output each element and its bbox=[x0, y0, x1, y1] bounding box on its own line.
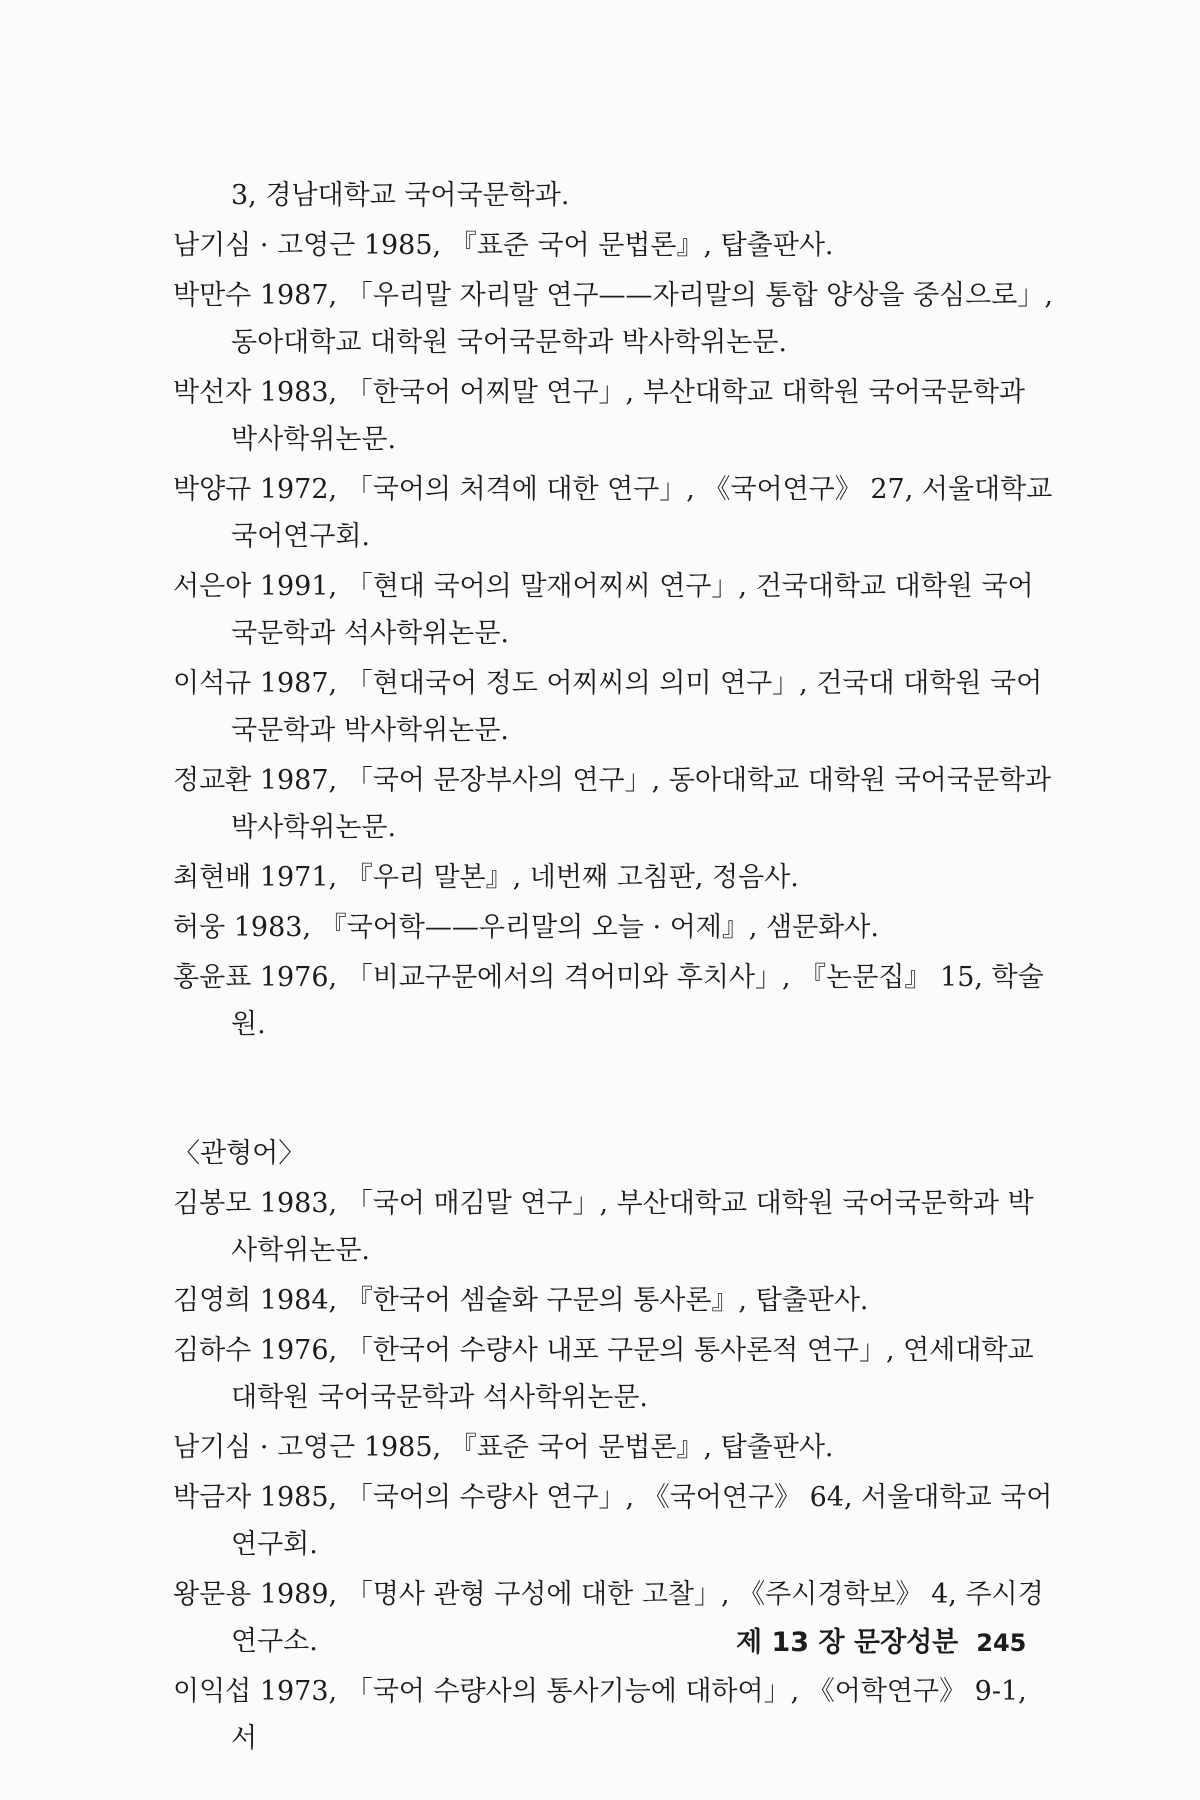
reference-entry: 남기심 · 고영근 1985, 『표준 국어 문법론』, 탑출판사. bbox=[173, 230, 834, 261]
running-footer bbox=[736, 1620, 1026, 1659]
reference-entry: 이석규 1987, 「현대국어 정도 어찌씨의 의미 연구」, 건국대 대학원 국어국문학과 박사학위논문. bbox=[173, 668, 1043, 746]
chapter-title: 제 13 장 문장성분 bbox=[736, 1627, 959, 1658]
reference-entry: 김봉모 1983, 「국어 매김말 연구」, 부산대학교 대학원 국어국문학과 박사학위논문. bbox=[173, 1188, 1034, 1266]
reference-entry: 정교환 1987, 「국어 문장부사의 연구」, 동아대학교 대학원 국어국문학과 박사학위논문. bbox=[173, 765, 1052, 843]
reference-entry: 최현배 1971, 『우리 말본』, 네번째 고침판, 정음사. bbox=[173, 862, 799, 893]
reference-entry: 박만수 1987, 「우리말 자리말 연구——자리말의 통합 양상을 중심으로」, 동아대학교 대학원 국어국문학과 박사학위논문. bbox=[173, 280, 1053, 358]
reference-entry: 이익섭 1973, 「국어 수량사의 통사기능에 대하여」, 《어학연구》 9-1, 서 bbox=[173, 1676, 1027, 1754]
reference-entry: 왕문용 1989, 「명사 관형 구성에 대한 고찰」, 《주시경학보》 4, 주시경연구소. bbox=[173, 1579, 1044, 1657]
reference-entry: 김하수 1976, 「한국어 수량사 내포 구문의 통사론적 연구」, 연세대학교 대학원 국어국문학과 석사학위논문. bbox=[173, 1335, 1034, 1413]
section-heading: 〈관형어〉 bbox=[173, 1138, 306, 1169]
reference-entry: 서은아 1991, 「현대 국어의 말재어찌씨 연구」, 건국대학교 대학원 국어국문학과 석사학위논문. bbox=[173, 571, 1034, 649]
reference-entry: 박선자 1983, 「한국어 어찌말 연구」, 부산대학교 대학원 국어국문학과 박사학위논문. bbox=[173, 377, 1026, 455]
page-number: 245 bbox=[976, 1629, 1027, 1657]
reference-list bbox=[173, 172, 1053, 1765]
reference-entry: 홍윤표 1976, 「비교구문에서의 격어미와 후치사」, 『논문집』 15, 학술원. bbox=[173, 962, 1044, 1040]
reference-entry: 남기심 · 고영근 1985, 『표준 국어 문법론』, 탑출판사. bbox=[173, 1432, 834, 1463]
reference-entry: 3, 경남대학교 국어국문학과. bbox=[231, 180, 570, 211]
reference-entry: 김영희 1984, 『한국어 셈숱화 구문의 통사론』, 탑출판사. bbox=[173, 1285, 869, 1316]
reference-entry: 허웅 1983, 『국어학——우리말의 오늘 · 어제』, 샘문화사. bbox=[173, 912, 879, 943]
reference-entry: 박양규 1972, 「국어의 처격에 대한 연구」, 《국어연구》 27, 서울대학교 국어연구회. bbox=[173, 474, 1053, 552]
reference-entry: 박금자 1985, 「국어의 수량사 연구」, 《국어연구》 64, 서울대학교 국어연구회. bbox=[173, 1482, 1053, 1560]
